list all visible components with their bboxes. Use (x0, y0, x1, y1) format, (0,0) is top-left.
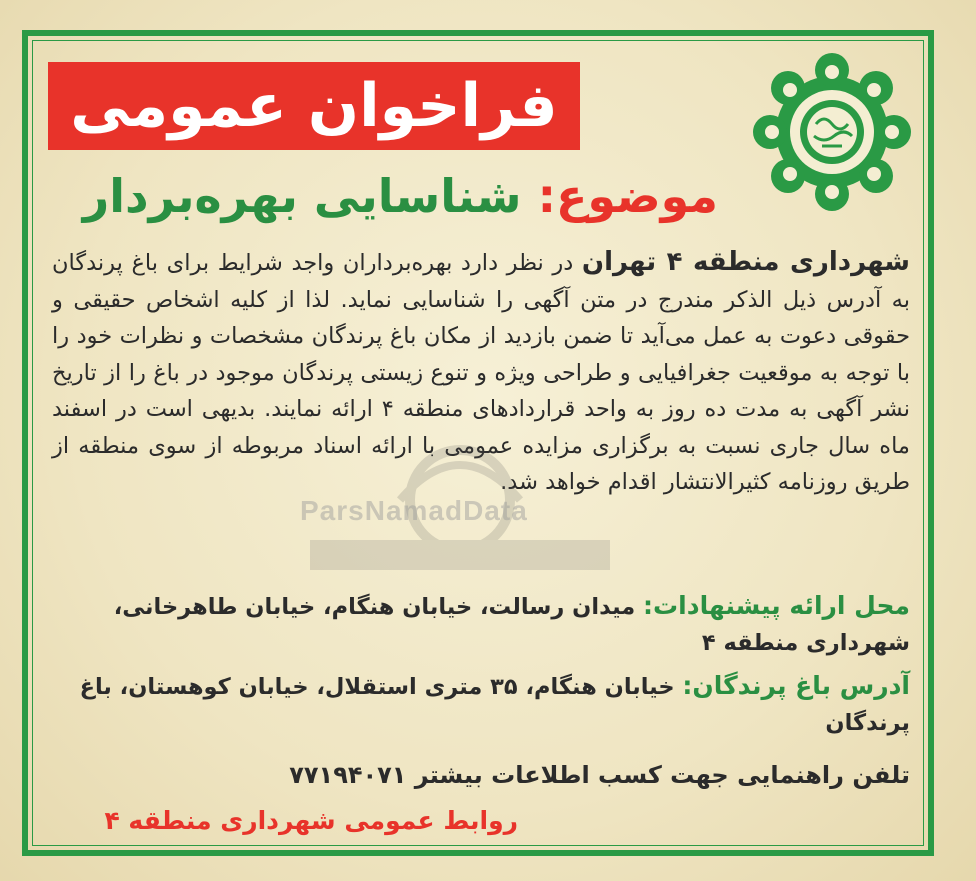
subject-text: شناسایی بهره‌بردار (82, 169, 522, 223)
announcement-body (52, 244, 910, 501)
title-banner (48, 62, 580, 150)
body-lead: شهرداری منطقه ۴ تهران (581, 247, 910, 277)
proposal-place-label: محل ارائه پیشنهادات: (643, 591, 910, 620)
tehran-municipality-logo (752, 52, 912, 212)
phone-number: ۷۷۱۹۴۰۷۱ (289, 761, 407, 789)
watermark-text: ParsNamadData (300, 495, 528, 526)
page-title: فراخوان عمومی (70, 71, 558, 141)
footer-signature: روابط عمومی شهرداری منطقه ۴ (104, 806, 518, 835)
phone-label: تلفن راهنمایی جهت کسب اطلاعات بیشتر (414, 761, 910, 789)
garden-address-value: خیابان هنگام، ۳۵ متری استقلال، خیابان کوهستان، باغ پرندگان (79, 674, 910, 736)
proposal-place (52, 588, 910, 661)
body-paragraph: در نظر دارد بهره‌برداران واجد شرایط برای باغ پرندگان به آدرس ذیل الذکر مندرج در متن آگهی را شناسایی نماید. لذا از کلیه اشخاص حقیقی و حقوقی دعوت به عمل می‌آید تا ضمن بازدید از مکان باغ پرندگان مشخصات و نظرات خود را با توجه به موقعیت جغرافیایی و طراحی ویژه و تنوع زیستی پرندگان موجود در باغ را از تاریخ نشر آگهی به مدت ده روز به واحد قراردادهای منطقه ۴ ارائه نمایند. بدیهی است در اسفند ماه سال جاری نسبت به برگزاری مزایده عمومی با ارائه اسناد مربوطه از سوی منطقه از طریق روزنامه کثیرالانتشار اقدام خواهد شد. (52, 250, 910, 495)
proposal-place-value: میدان رسالت، خیابان هنگام، خیابان طاهرخانی، شهرداری منطقه ۴ (113, 594, 910, 656)
garden-address-label: آدرس باغ پرندگان: (682, 671, 910, 700)
subject-heading (82, 166, 718, 226)
garden-address (52, 668, 910, 741)
phone-line (52, 758, 910, 792)
subject-label: موضوع: (537, 169, 718, 223)
